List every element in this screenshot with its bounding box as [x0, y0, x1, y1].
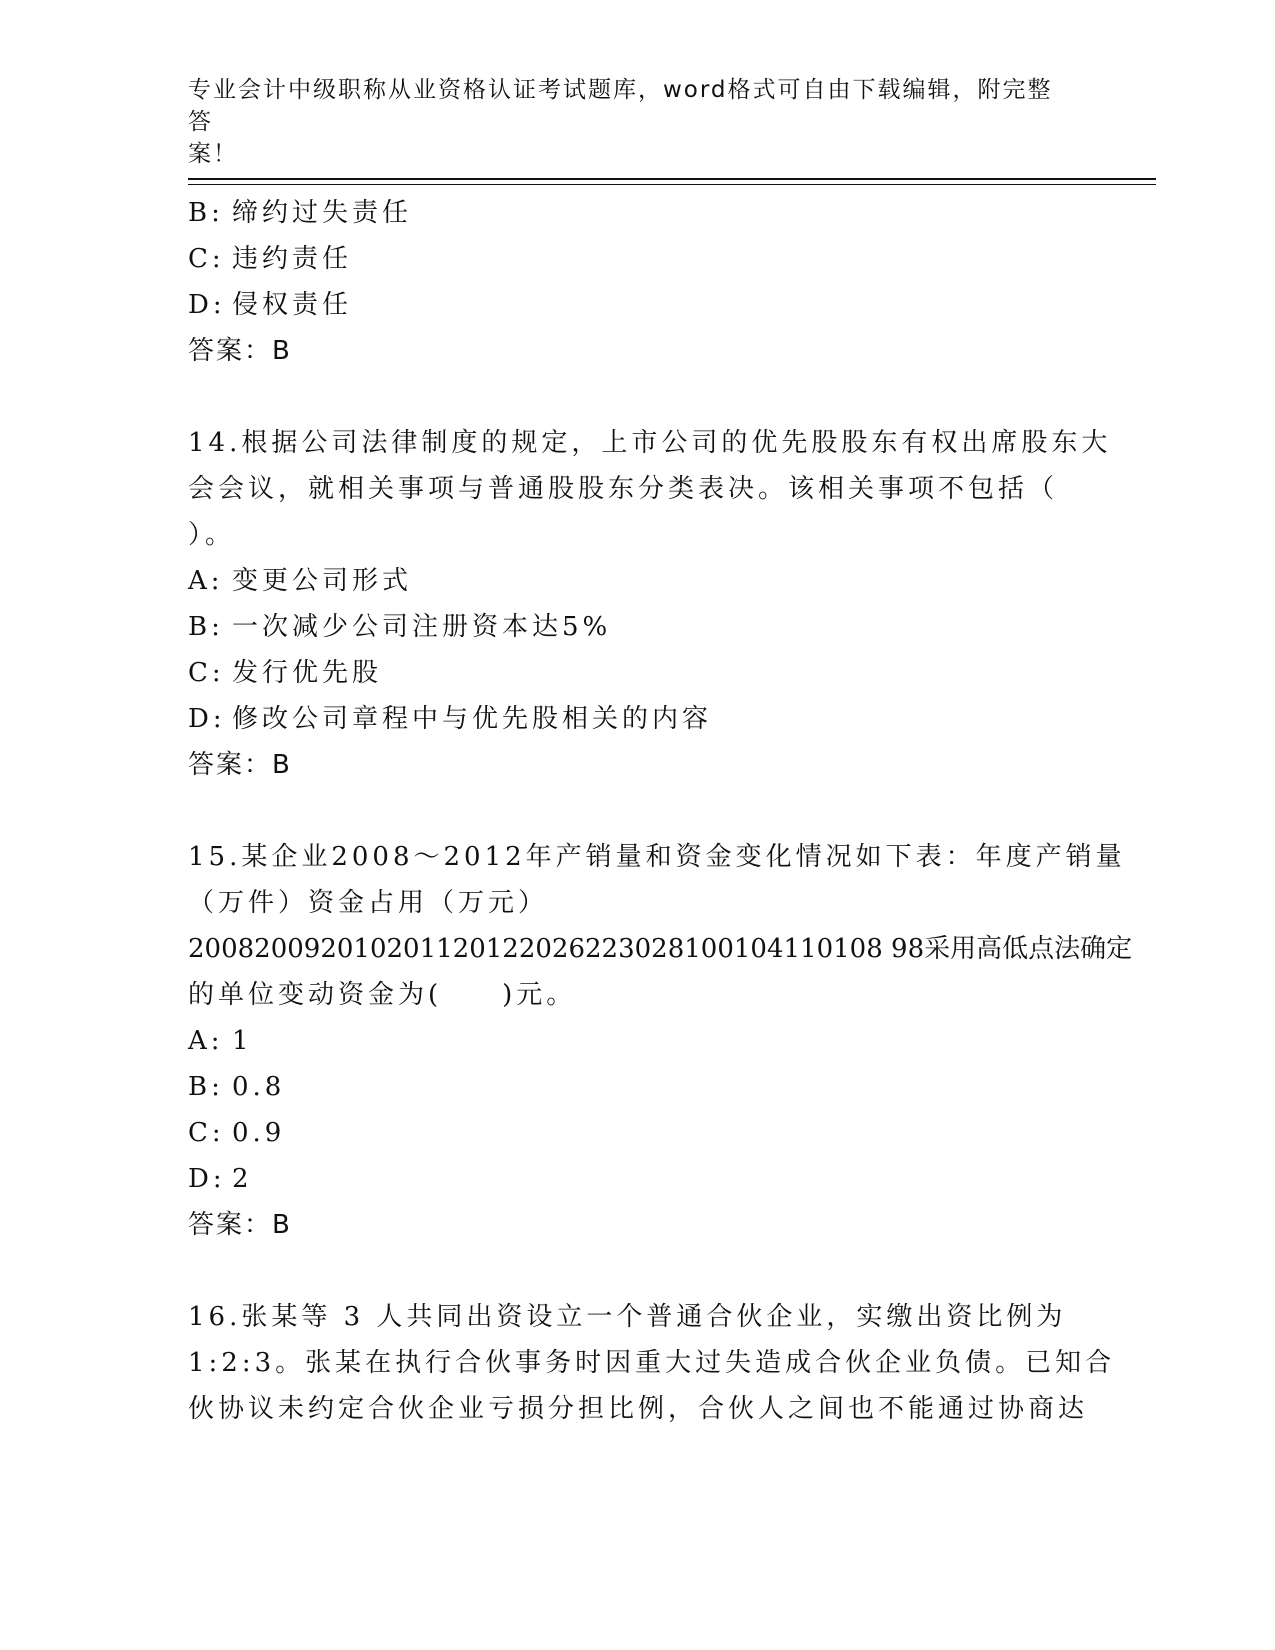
- option-label: B:: [188, 612, 224, 642]
- page-header: [188, 74, 1068, 170]
- answer-line: 答案：B: [188, 1210, 292, 1240]
- header-line-2: 案！: [188, 141, 238, 167]
- option-text: 一次减少公司注册资本达5%: [232, 612, 612, 642]
- option-b: [188, 604, 1088, 650]
- question-stem-line: 200820092010201120122026223028100104110108 98采用高低点法确定: [188, 934, 1133, 964]
- option-label: C:: [188, 1118, 225, 1148]
- option-text: 违约责任: [232, 244, 353, 274]
- option-label: C:: [188, 244, 225, 274]
- question-stem-line: 15.某企业2008～2012年产销量和资金变化情况如下表：年度产销量: [188, 842, 1126, 872]
- option-a: [188, 1018, 1088, 1064]
- header-line-1: 专业会计中级职称从业资格认证考试题库，word格式可自由下载编辑，附完整答: [188, 77, 1053, 135]
- option-c: [188, 1110, 1088, 1156]
- option-label: A:: [188, 566, 224, 596]
- header-divider-thin: [188, 184, 1156, 185]
- question-stem-line: （万件）资金占用（万元）: [188, 888, 549, 918]
- answer-line: 答案：B: [188, 750, 292, 780]
- option-text: 1: [232, 1026, 253, 1056]
- spacer: [188, 374, 1088, 420]
- question-stem-line: 伙协议未约定合伙企业亏损分担比例，合伙人之间也不能通过协商达: [188, 1394, 1089, 1424]
- spacer: [188, 1248, 1088, 1294]
- question-13: [188, 190, 1088, 374]
- question-content: [188, 190, 1133, 1432]
- option-d: [188, 282, 1088, 328]
- header-divider-thick: [188, 178, 1156, 180]
- option-label: D:: [188, 1164, 226, 1194]
- option-text: 0.8: [232, 1072, 286, 1102]
- option-b: [188, 1064, 1088, 1110]
- option-d: [188, 1156, 1088, 1202]
- option-c: [188, 650, 1088, 696]
- option-c: [188, 236, 1088, 282]
- option-label: B:: [188, 198, 224, 228]
- option-text: 2: [232, 1164, 253, 1194]
- question-15: [188, 834, 1133, 1248]
- option-b: [188, 190, 1088, 236]
- option-text: 缔约过失责任: [232, 198, 413, 228]
- option-text: 发行优先股: [232, 658, 383, 688]
- option-d: [188, 696, 1088, 742]
- option-text: 变更公司形式: [232, 566, 413, 596]
- option-label: D:: [188, 290, 226, 320]
- option-label: A:: [188, 1026, 224, 1056]
- question-stem-line: 14.根据公司法律制度的规定，上市公司的优先股股东有权出席股东大: [188, 428, 1112, 458]
- option-label: B:: [188, 1072, 224, 1102]
- option-a: [188, 558, 1088, 604]
- spacer: [188, 788, 1088, 834]
- option-text: 修改公司章程中与优先股相关的内容: [232, 704, 713, 734]
- answer-line: 答案：B: [188, 336, 292, 366]
- question-stem-line: 1:2:3。张某在执行合伙事务时因重大过失造成合伙企业负债。已知合: [188, 1348, 1116, 1378]
- option-text: 侵权责任: [232, 290, 353, 320]
- question-14: [188, 420, 1112, 788]
- question-stem-line: 会会议，就相关事项与普通股股东分类表决。该相关事项不包括（: [188, 474, 1059, 504]
- option-label: C:: [188, 658, 225, 688]
- question-stem-line: 的单位变动资金为( )元。: [188, 980, 577, 1010]
- question-stem-line: 16.张某等 3 人共同出资设立一个普通合伙企业，实缴出资比例为: [188, 1302, 1067, 1332]
- option-text: 0.9: [232, 1118, 286, 1148]
- question-16: [188, 1294, 1116, 1432]
- option-label: D:: [188, 704, 226, 734]
- question-stem-line: ）。: [188, 520, 236, 550]
